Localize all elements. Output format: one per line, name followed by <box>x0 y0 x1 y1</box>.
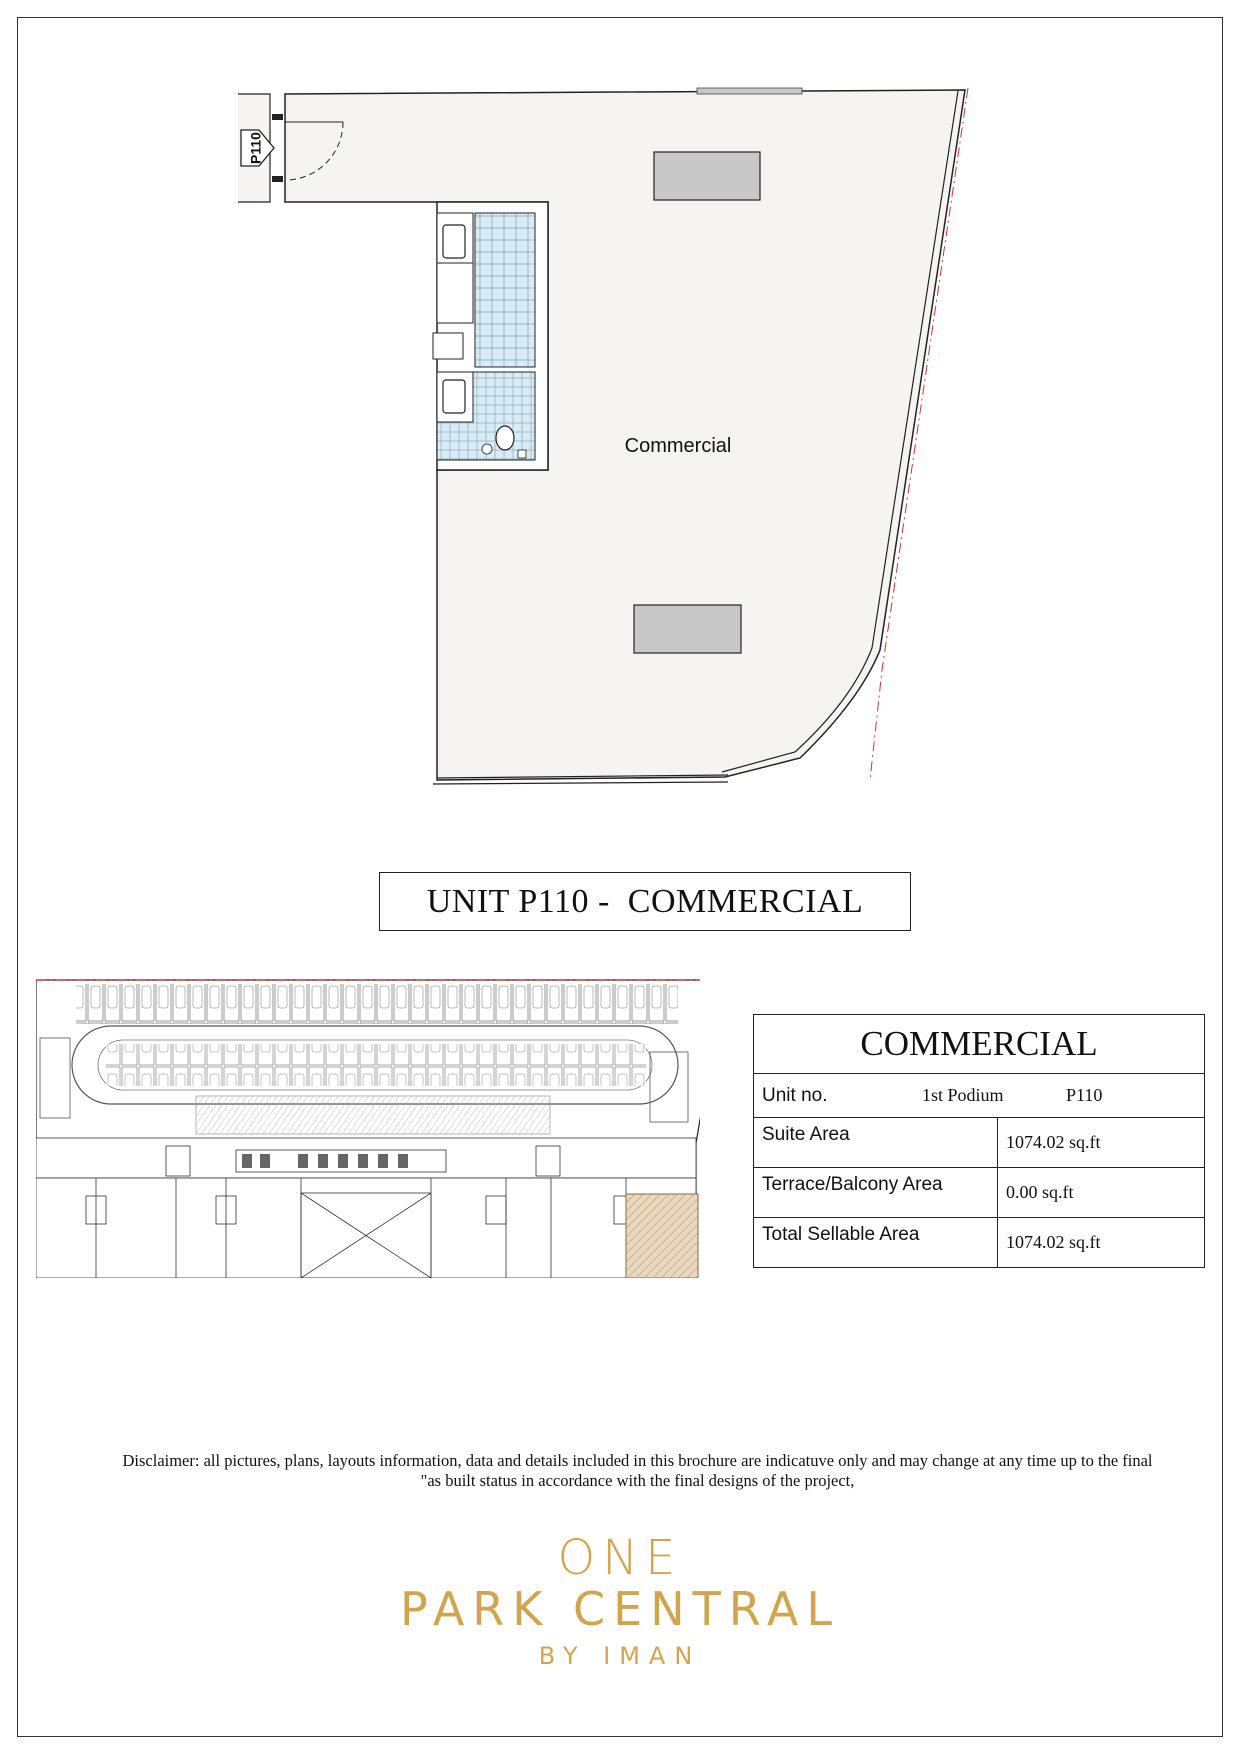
unit-number-label: Unit no. <box>762 1084 828 1106</box>
total-area-value: 1074.02 sq.ft <box>998 1218 1205 1268</box>
unit-floor-plan <box>0 0 1241 860</box>
key-plan <box>36 978 700 1278</box>
column <box>634 605 741 653</box>
logo-line-2: PARK CENTRAL <box>400 1582 840 1636</box>
column <box>654 152 760 200</box>
logo-line-3: BY IMAN <box>538 1642 702 1670</box>
brand-logo <box>340 1530 900 1670</box>
terrace-area-label: Terrace/Balcony Area <box>754 1168 998 1218</box>
area-table <box>753 1014 1205 1268</box>
unit-title: UNIT P110 - COMMERCIAL <box>379 872 911 931</box>
suite-area-value: 1074.02 sq.ft <box>998 1118 1205 1168</box>
area-table-header: COMMERCIAL <box>754 1015 1205 1074</box>
unit-number-value: P110 <box>1066 1085 1103 1105</box>
disclaimer <box>70 1451 1205 1491</box>
unit-tag-label: P110 <box>247 132 264 164</box>
logo-line-1: ONE <box>557 1530 683 1586</box>
terrace-area-value: 0.00 sq.ft <box>998 1168 1205 1218</box>
suite-area-label: Suite Area <box>754 1118 998 1168</box>
unit-number-row <box>754 1074 1205 1118</box>
disclaimer-line-2: "as built status in accordance with the final designs of the project, <box>420 1471 855 1490</box>
unit-level: 1st Podium <box>922 1085 1004 1105</box>
disclaimer-line-1: Disclaimer: all pictures, plans, layouts information, data and details included in this brochure are indicatuve only and may change at any time up to the final <box>122 1451 1153 1470</box>
total-area-label: Total Sellable Area <box>754 1218 998 1268</box>
room-label: Commercial <box>624 435 732 457</box>
